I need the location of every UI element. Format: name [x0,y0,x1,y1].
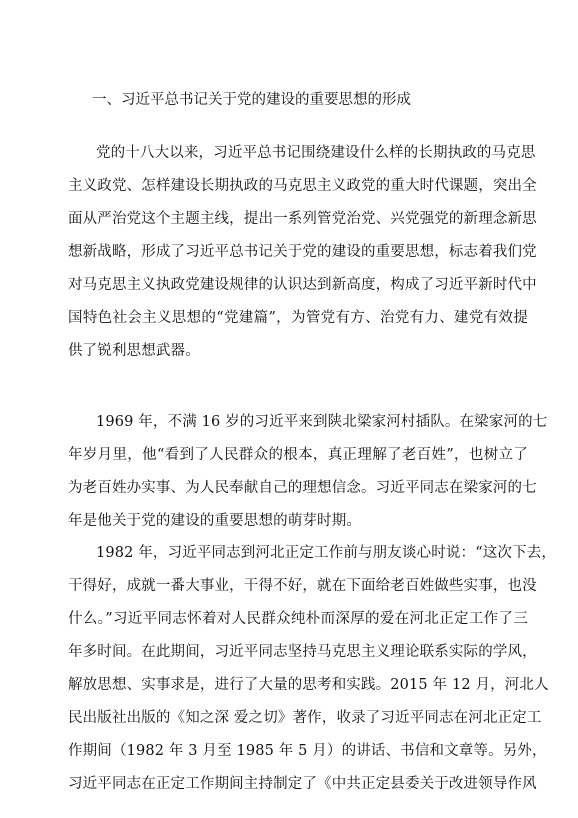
section-heading: 一、习近平总书记关于党的建设的重要思想的形成 [92,92,411,108]
paragraph-line: 习近平同志在正定工作期间主持制定了《中共正定县委关于改进领导作风 [68,776,537,792]
paragraph-line: 党的十八大以来，习近平总书记围绕建设什么样的长期执政的马克思 [96,145,536,161]
paragraph-line: 为老百姓办实事、为人民奉献自己的理想信念。习近平同志在梁家河的七 [68,480,537,496]
paragraph-line: 民出版社出版的《知之深 爱之切》著作，收录了习近平同志在河北正定工 [68,710,542,726]
paragraph-line: 年多时间。在此期间，习近平同志坚持马克思主义理论联系实际的学风， [68,644,537,660]
paragraph-line: 对马克思主义执政党建设规律的认识达到新高度，构成了习近平新时代中 [68,277,537,293]
paragraph-line: 什么。”习近平同志怀着对人民群众纯朴而深厚的爱在河北正定工作了三 [68,611,528,627]
paragraph-line: 年岁月里，他“看到了人民群众的根本，真正理解了老百姓”，也树立了 [68,447,528,463]
paragraph-line: 解放思想、实事求是，进行了大量的思考和实践。2015 年 12 月，河北人 [68,677,549,693]
paragraph-3 [68,537,557,801]
paragraph-line: 国特色社会主义思想的“党建篇”，为管党有方、治党有力、建党有效提 [68,310,528,326]
paragraph-line: 作期间（1982 年 3 月至 1985 年 5 月）的讲话、书信和文章等。另外， [68,743,547,759]
paragraph-line: 主义政党、怎样建设长期执政的马克思主义政党的重大时代课题，突出全 [68,178,537,194]
paragraph-line: 年是他关于党的建设的重要思想的萌芽时期。 [68,513,361,529]
paragraph-line: 想新战略，形成了习近平总书记关于党的建设的重要思想，标志着我们党 [68,244,537,260]
paragraph-2 [68,406,548,538]
paragraph-line: 供了锐利思想武器。 [68,343,200,359]
paragraph-line: 干得好，成就一番大事业，干得不好，就在下面给老百姓做些实事，也没 [68,578,537,594]
paragraph-line: 1982 年，习近平同志到河北正定工作前与朋友谈心时说：“这次下去， [96,545,557,561]
paragraph-line: 面从严治党这个主题主线，提出一系列管党治党、兴党强党的新理念新思 [68,211,537,227]
paragraph-1 [68,137,537,368]
paragraph-line: 1969 年，不满 16 岁的习近平来到陕北梁家河村插队。在梁家河的七 [96,414,548,430]
